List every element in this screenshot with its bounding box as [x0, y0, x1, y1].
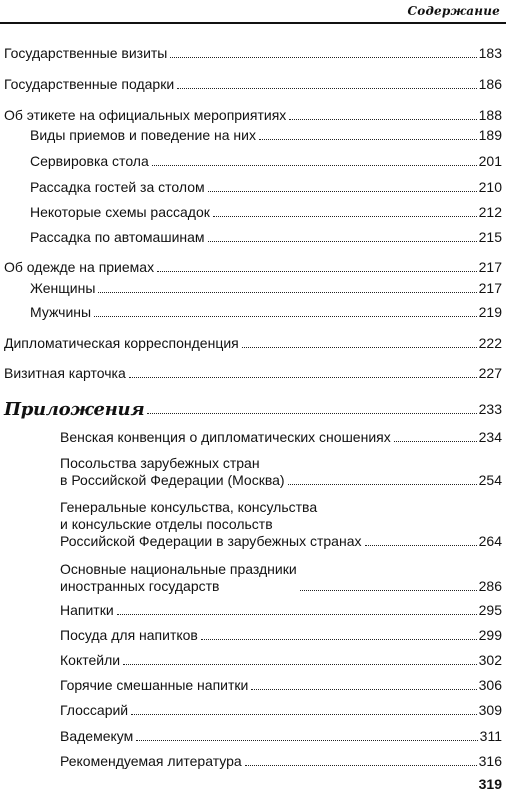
toc-entry-page: 311	[479, 728, 502, 744]
toc-entry-embassies	[4, 455, 502, 489]
toc-entry-page: 264	[478, 533, 502, 549]
toc-entry-drinkware	[4, 627, 502, 644]
toc-entry-title	[60, 455, 285, 489]
dot-leader	[147, 412, 476, 414]
toc-entry-title: Сервировка стола	[30, 153, 149, 169]
toc-entry-title: Об одежде на приемах	[4, 259, 155, 275]
dot-leader	[365, 544, 477, 546]
toc-entry-title: Глоссарий	[60, 702, 129, 718]
toc-entry-title: Горячие смешанные напитки	[60, 677, 249, 693]
toc-entry-title: Государственные визиты	[4, 45, 168, 61]
toc-entry-table-setting	[4, 153, 502, 170]
toc-entry-title: Виды приемов и поведение на них	[30, 127, 256, 143]
toc-entry-state-visits	[4, 45, 502, 62]
title-line: Основные национальные праздники	[60, 561, 297, 577]
toc-entry-title: Посуда для напитков	[60, 627, 198, 643]
toc-entry-etiquette	[4, 107, 502, 124]
toc-entry-page: 186	[478, 76, 502, 92]
toc-entry-title: Женщины	[30, 280, 96, 296]
dot-leader	[123, 663, 477, 665]
dot-leader	[289, 118, 476, 120]
running-head	[0, 0, 506, 24]
toc-entry-glossary	[4, 702, 502, 719]
toc-entry-title	[60, 561, 297, 595]
toc-entry-title: Коктейли	[60, 652, 121, 668]
dot-leader	[157, 270, 477, 272]
dot-leader	[259, 138, 477, 140]
toc-entry-national-holidays	[4, 561, 502, 595]
toc-entry-page: 316	[478, 753, 502, 769]
toc-entry-page: 210	[478, 179, 502, 195]
toc-entry-page: 215	[478, 229, 502, 245]
toc-entry-page: 219	[478, 304, 502, 320]
toc-entry-title: Об этикете на официальных мероприятиях	[4, 107, 287, 123]
toc-entry-page: 222	[478, 335, 502, 351]
dot-leader	[208, 190, 477, 192]
title-line: иностранных государств	[60, 578, 220, 594]
toc-entry-title	[60, 499, 362, 550]
toc-entry-title: Рассадка гостей за столом	[30, 179, 205, 195]
dot-leader	[208, 240, 477, 242]
toc-entry-title: Рассадка по автомашинам	[30, 229, 205, 245]
toc-entry-page: 227	[478, 365, 502, 381]
toc-entry-business-card	[4, 365, 502, 382]
toc-entry-page: 233	[478, 401, 502, 417]
toc-entry-page: 295	[478, 602, 502, 618]
toc-entry-page: 299	[478, 627, 502, 643]
toc-entry-page: 212	[478, 204, 502, 220]
toc-entry-page: 306	[478, 677, 502, 693]
toc-entry-vienna-convention	[4, 429, 502, 446]
toc-entry-correspondence	[4, 335, 502, 352]
toc-entry-title: Напитки	[60, 602, 114, 618]
toc-entry-seating-schemes	[4, 204, 502, 221]
toc-section-appendix	[4, 401, 502, 418]
toc-entry-page: 254	[478, 472, 502, 488]
title-line: Посольства зарубежных стран	[60, 455, 260, 471]
toc-entry-title: Рекомендуемая литература	[60, 753, 242, 769]
dot-leader	[94, 315, 477, 317]
section-heading: Приложения	[4, 399, 145, 420]
toc-entry-page: 234	[478, 429, 502, 445]
dot-leader	[136, 739, 477, 741]
toc-entry-page: 189	[478, 127, 502, 143]
toc-entry-title: Дипломатическая корреспонденция	[4, 335, 239, 351]
title-line: Генеральные консульства, консульства	[60, 499, 318, 515]
toc-entry-car-seating	[4, 229, 502, 246]
dot-leader	[288, 483, 477, 485]
toc-entry-literature	[4, 753, 502, 770]
toc-entry-seating	[4, 179, 502, 196]
dot-leader	[394, 440, 477, 442]
title-line: и консульские отделы посольств	[60, 516, 273, 532]
dot-leader	[251, 688, 476, 690]
toc-entry-drinks	[4, 602, 502, 619]
toc-entry-receptions	[4, 127, 502, 144]
toc-entry-state-gifts	[4, 76, 502, 93]
dot-leader	[129, 376, 477, 378]
dot-leader	[213, 215, 477, 217]
toc-entry-page: 309	[478, 702, 502, 718]
toc-entry-title: Венская конвенция о дипломатических сношениях	[60, 429, 391, 445]
dot-leader	[170, 56, 476, 58]
page-number: 319	[478, 776, 502, 792]
dot-leader	[152, 164, 477, 166]
dot-leader	[98, 291, 476, 293]
dot-leader	[131, 713, 477, 715]
dot-leader	[177, 87, 477, 89]
toc-entry-page: 188	[478, 107, 502, 123]
title-line: Российской Федерации в зарубежных странах	[60, 533, 362, 549]
toc-entry-consulates	[4, 499, 502, 550]
toc-entry-women	[4, 280, 502, 297]
toc-entry-page: 217	[478, 259, 502, 275]
toc-entry-cocktails	[4, 652, 502, 669]
toc-entry-hot-drinks	[4, 677, 502, 694]
dot-leader	[245, 764, 477, 766]
title-line: в Российской Федерации (Москва)	[60, 472, 285, 488]
toc-entry-page: 217	[478, 280, 502, 296]
toc-entry-page: 286	[478, 578, 502, 594]
toc-entry-page: 183	[478, 45, 502, 61]
toc-entry-dress	[4, 259, 502, 276]
toc-entry-page: 302	[478, 652, 502, 668]
toc-entry-vademecum	[4, 728, 502, 745]
toc-entry-title: Некоторые схемы рассадок	[30, 204, 210, 220]
dot-leader	[242, 346, 477, 348]
dot-leader	[117, 613, 477, 615]
running-head-title: Содержание	[407, 4, 500, 18]
toc-entry-title: Вадемекум	[60, 728, 134, 744]
dot-leader	[300, 589, 477, 591]
toc-entry-page: 201	[478, 153, 502, 169]
dot-leader	[201, 638, 477, 640]
toc-entry-title: Мужчины	[30, 304, 92, 320]
toc-entry-title: Государственные подарки	[4, 76, 175, 92]
toc-entry-men	[4, 304, 502, 321]
toc-entry-title: Визитная карточка	[4, 365, 126, 381]
